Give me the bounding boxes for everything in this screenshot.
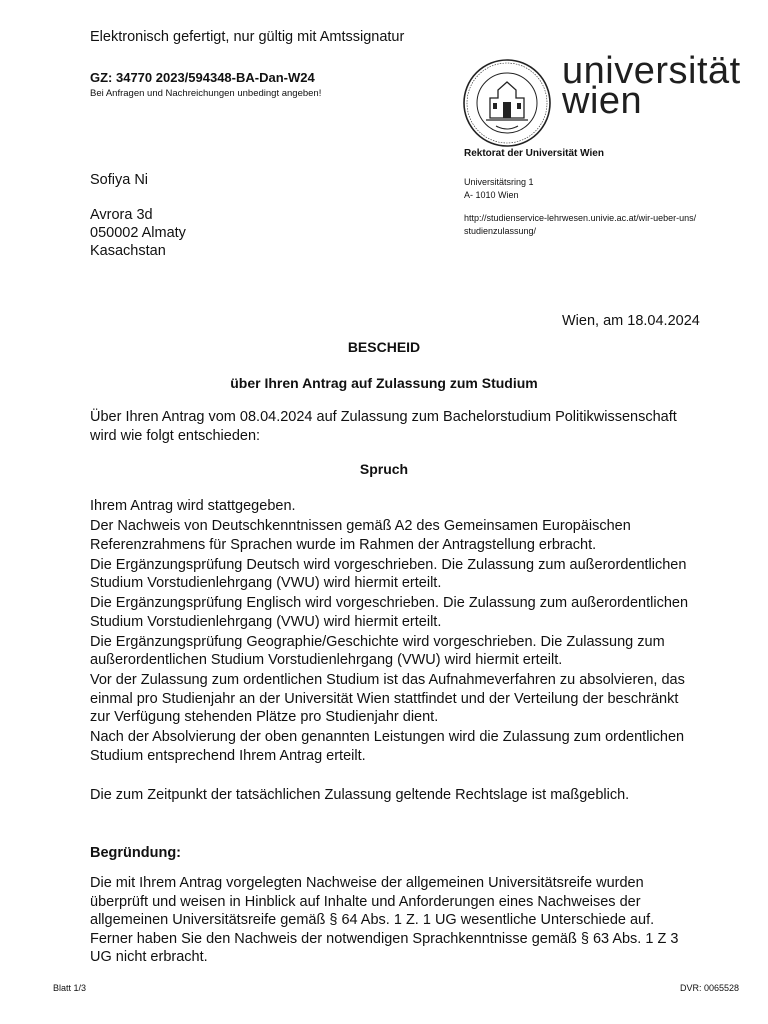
sender-address [464,176,696,238]
signature-notice: Elektronisch gefertigt, nur gültig mit Amtssignatur [90,29,405,45]
document-subtitle: über Ihren Antrag auf Zulassung zum Studium [230,375,538,391]
spruch-item: Die Ergänzungsprüfung Deutsch wird vorgeschrieben. Die Zulassung zum außerordentlichen Studium Vorstudienlehrgang (VWU) wird hiermit erteilt. [90,556,687,591]
spruch-item: Ihrem Antrag wird stattgegeben. [90,498,296,514]
university-seal-icon [462,58,552,148]
recipient-city: 050002 Almaty [90,225,186,241]
page-number: Blatt 1/3 [53,983,87,993]
spruch-item: Die Ergänzungsprüfung Geographie/Geschichte wird vorgeschrieben. Die Zulassung zum außerordentlichen Studium Vorstudienlehrgang (VWU) wird hiermit erteilt. [90,633,665,668]
university-logo [562,50,741,122]
reference-number: GZ: 34770 2023/594348-BA-Dan-W24 [90,70,315,85]
recipient-address [90,171,186,260]
spruch-section [90,497,700,767]
spruch-item: Nach der Absolvierung der oben genannten Leistungen wird die Zulassung zum ordentlichen Studium entsprechend Ihrem Antrag erteilt. [90,729,685,764]
rechtslage-paragraph: Die zum Zeitpunkt der tatsächlichen Zulassung geltende Rechtslage ist maßgeblich. [90,787,630,803]
begruendung-heading: Begründung: [90,845,182,861]
begruendung-paragraph: Die mit Ihrem Antrag vorgelegten Nachweise der allgemeinen Universitätsreife wurden überprüft und weisen in Hinblick auf Inhalte und Anforderungen eines Nachweises der allgemeinen Universitätsreife gemäß § 64 Abs. 1 Z. 1 UG wesentliche Unterschiede auf. Ferner haben Sie den Nachweis der notwendigen Sprachkenntnisse gemäß § 63 Abs. 1 Z 3 UG nicht erbracht. [90,875,679,965]
spruch-heading: Spruch [359,461,409,477]
document-date: Wien, am 18.04.2024 [562,313,700,329]
recipient-name: Sofiya Ni [90,172,149,188]
logo-line-2: wien [562,80,643,122]
spruch-item: Der Nachweis von Deutschkenntnissen gemäß A2 des Gemeinsamen Europäischen Referenzrahmens für Sprachen wurde im Rahmen der Antragstellung erbracht. [90,518,631,553]
reference-note: Bei Anfragen und Nachreichungen unbedingt angeben! [90,88,322,99]
sender-url[interactable]: http://studienservice-lehrwesen.univie.ac.at/wir-ueber-uns/ [464,213,697,223]
sender-city: A- 1010 Wien [464,190,519,200]
spruch-item: Die Ergänzungsprüfung Englisch wird vorgeschrieben. Die Zulassung zum außerordentlichen Studium Vorstudienlehrgang (VWU) wird hiermit erteilt. [90,595,689,630]
recipient-street: Avrora 3d [90,207,153,223]
intro-paragraph: Über Ihren Antrag vom 08.04.2024 auf Zulassung zum Bachelorstudium Politikwissenschaft wird wie folgt entschieden: [90,409,677,444]
recipient-country: Kasachstan [90,243,166,259]
dvr-number: DVR: 0065528 [680,983,740,993]
logo-line-1: universität [562,50,741,92]
document-title: BESCHEID [347,339,421,355]
sender-name: Rektorat der Universität Wien [464,148,604,159]
sender-street: Universitätsring 1 [464,177,534,187]
sender-url-continued[interactable]: studienzulassung/ [464,226,537,236]
spruch-item: Vor der Zulassung zum ordentlichen Studium ist das Aufnahmeverfahren zu absolvieren, das einmal pro Studienjahr an der Universität Wien stattfindet und der Verteilung der beschränkt zur Verfügung stehenden Plätze pro Studienjahr dient. [90,672,685,725]
